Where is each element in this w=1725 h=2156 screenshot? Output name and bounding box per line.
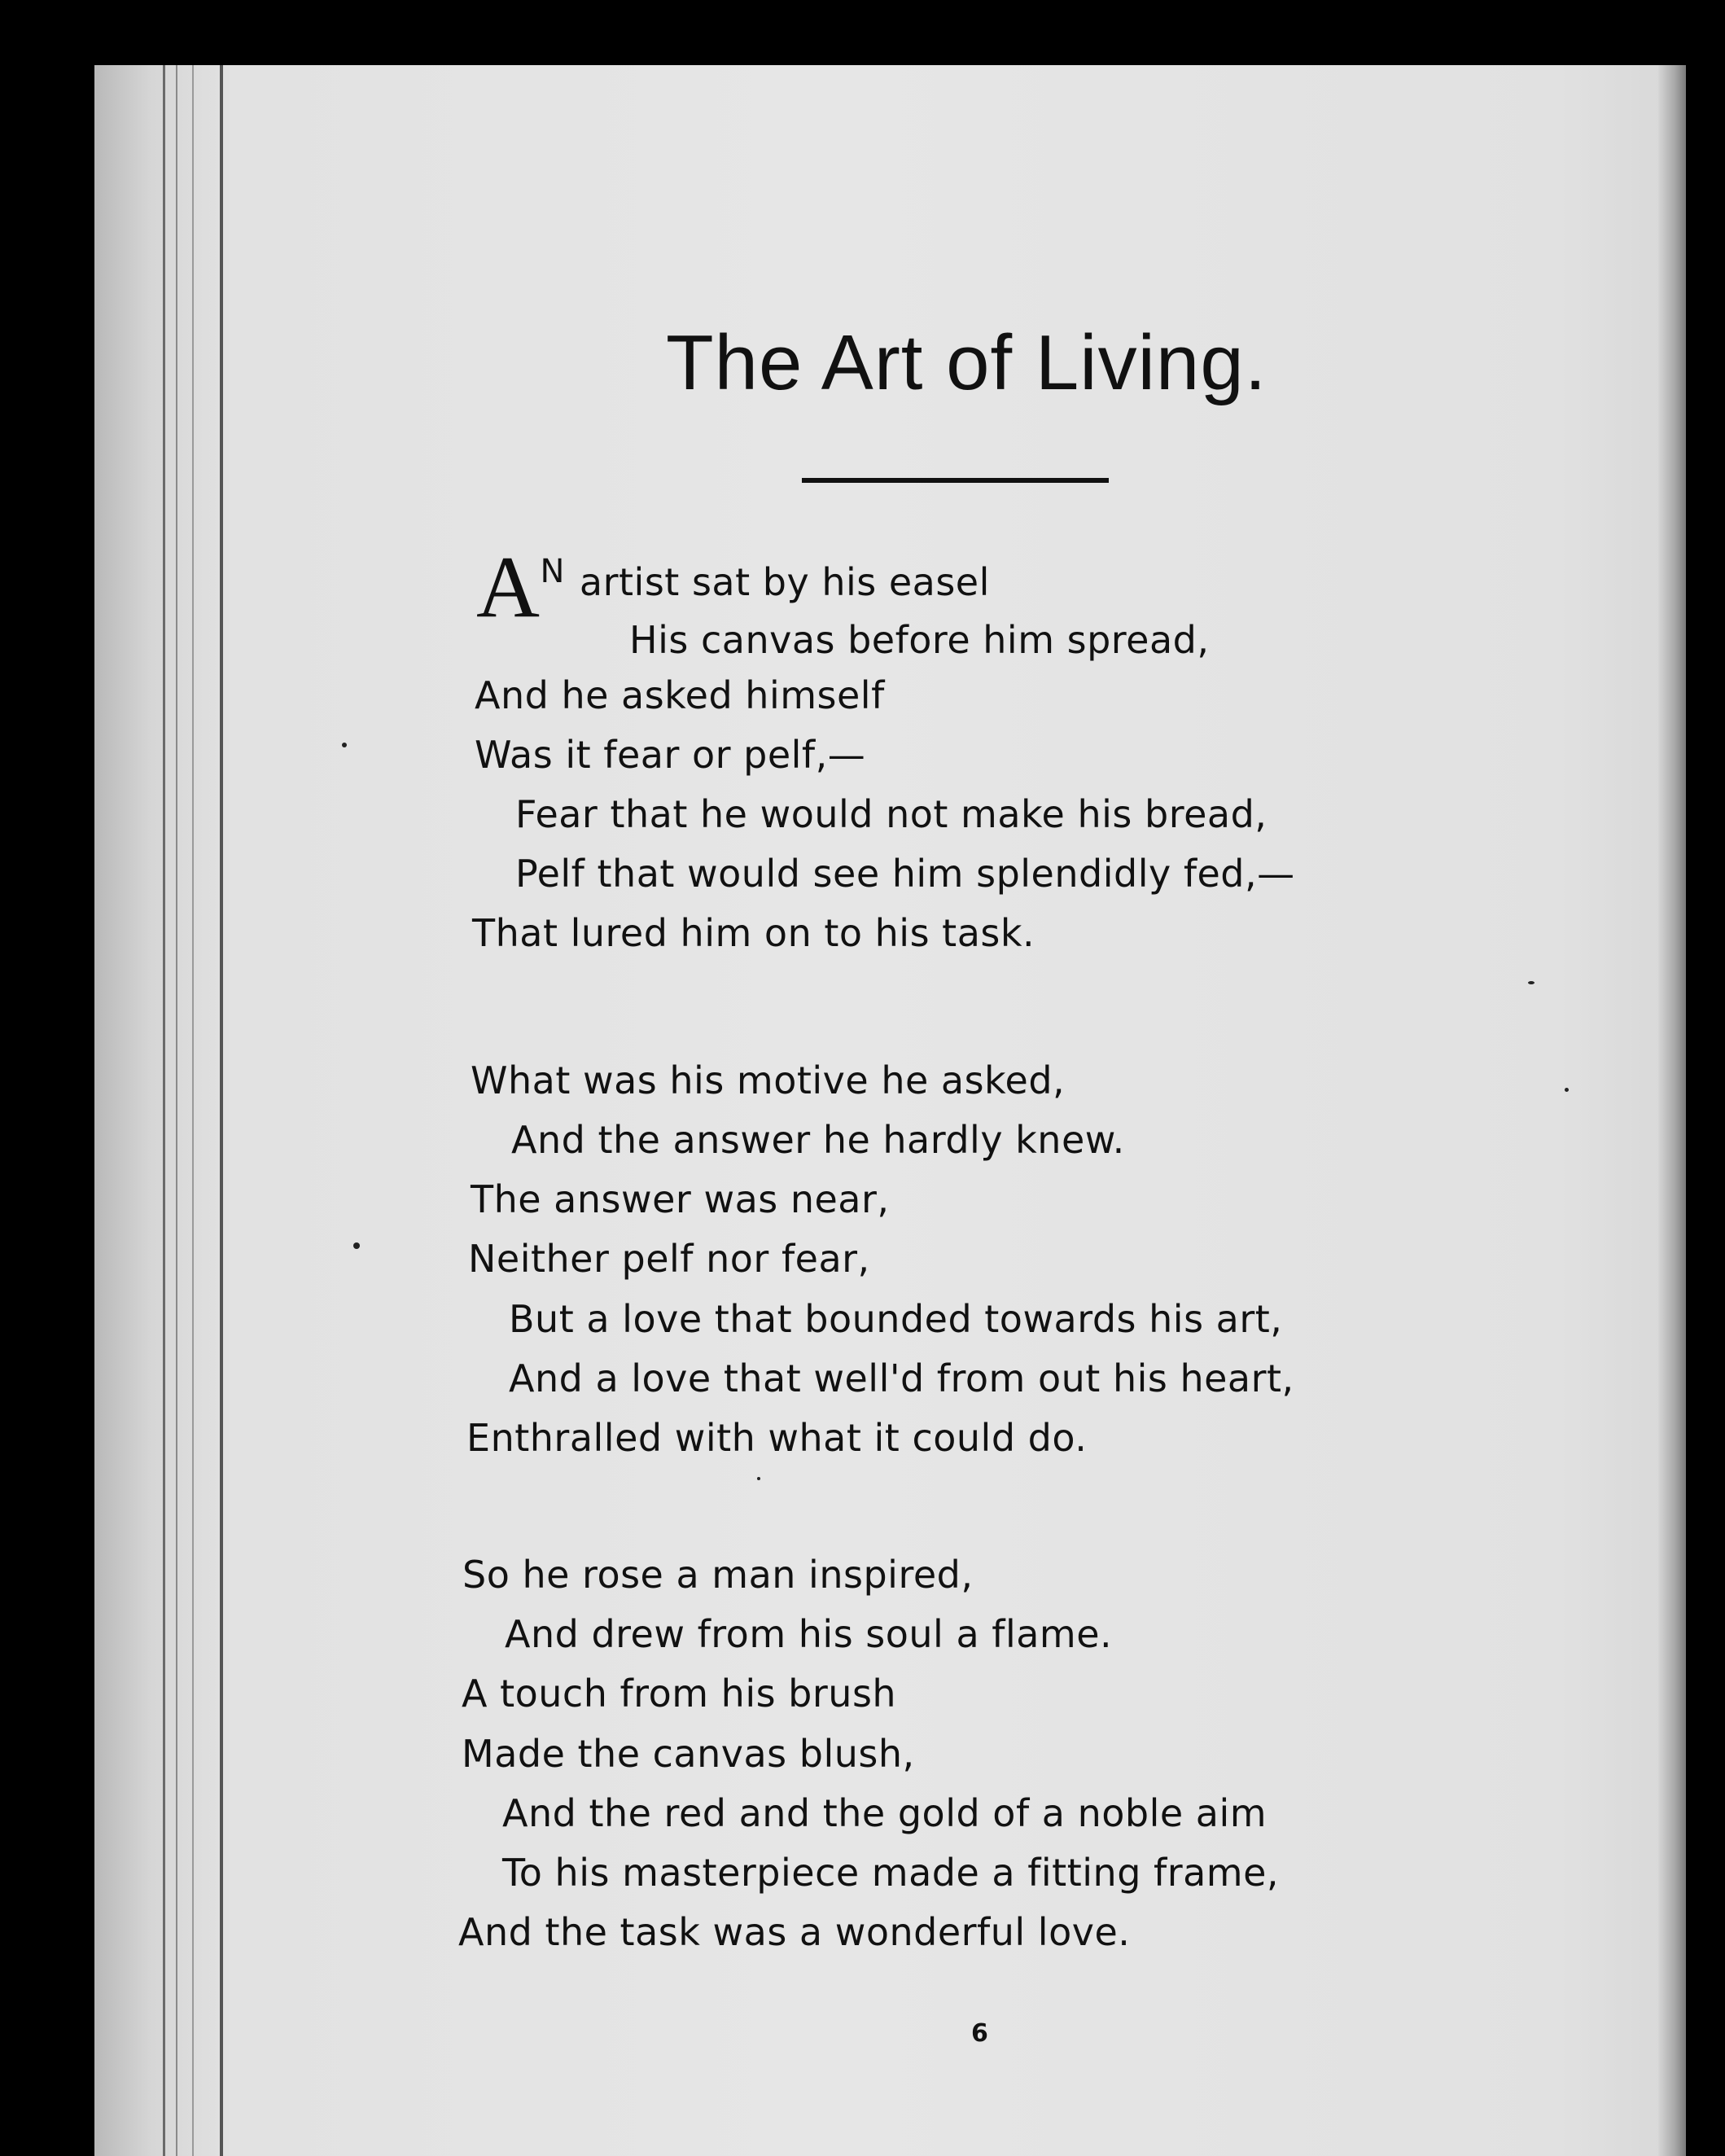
scan-speck bbox=[1565, 1088, 1569, 1092]
poem-line: That lured him on to his task. bbox=[472, 911, 1035, 955]
scan-speck bbox=[342, 743, 347, 747]
poem-line: And the answer he hardly knew. bbox=[511, 1118, 1125, 1162]
drop-cap: A bbox=[476, 539, 541, 636]
poem-line: And drew from his soul a flame. bbox=[505, 1612, 1113, 1656]
poem-line: His canvas before him spread, bbox=[629, 618, 1210, 662]
poem-line: But a love that bounded towards his art, bbox=[509, 1297, 1283, 1341]
poem-line: Was it fear or pelf,— bbox=[475, 733, 866, 777]
poem-first-line bbox=[476, 539, 990, 636]
poem-line: Pelf that would see him splendidly fed,— bbox=[515, 852, 1295, 896]
poem-line: Fear that he would not make his bread, bbox=[515, 792, 1267, 836]
scan-speck bbox=[757, 1477, 760, 1480]
poem-line: Enthralled with what it could do. bbox=[466, 1416, 1088, 1460]
page-number: 6 bbox=[971, 2019, 988, 2048]
poem-line: To his masterpiece made a fitting frame, bbox=[502, 1851, 1280, 1895]
drop-cap-continuation: N bbox=[540, 553, 565, 590]
poem-line: A touch from his brush bbox=[462, 1672, 897, 1716]
scan-speck bbox=[1528, 981, 1535, 984]
poem-line: What was his motive he asked, bbox=[471, 1058, 1066, 1102]
poem-title: The Art of Living. bbox=[666, 319, 1267, 406]
title-divider bbox=[802, 478, 1109, 483]
poem-line: And he asked himself bbox=[475, 673, 885, 717]
poem-line: So he rose a man inspired, bbox=[462, 1553, 974, 1597]
first-line-text: artist sat by his easel bbox=[579, 560, 990, 604]
poem-line: The answer was near, bbox=[471, 1177, 890, 1221]
scan-speck bbox=[353, 1242, 360, 1249]
poem-line: Made the canvas blush, bbox=[462, 1732, 915, 1776]
poem-line: And the red and the gold of a noble aim bbox=[502, 1791, 1267, 1835]
poem-line: And the task was a wonderful love. bbox=[458, 1910, 1131, 1954]
poem-line: Neither pelf nor fear, bbox=[468, 1237, 870, 1281]
poem-line: And a love that well'd from out his heart, bbox=[509, 1356, 1294, 1400]
